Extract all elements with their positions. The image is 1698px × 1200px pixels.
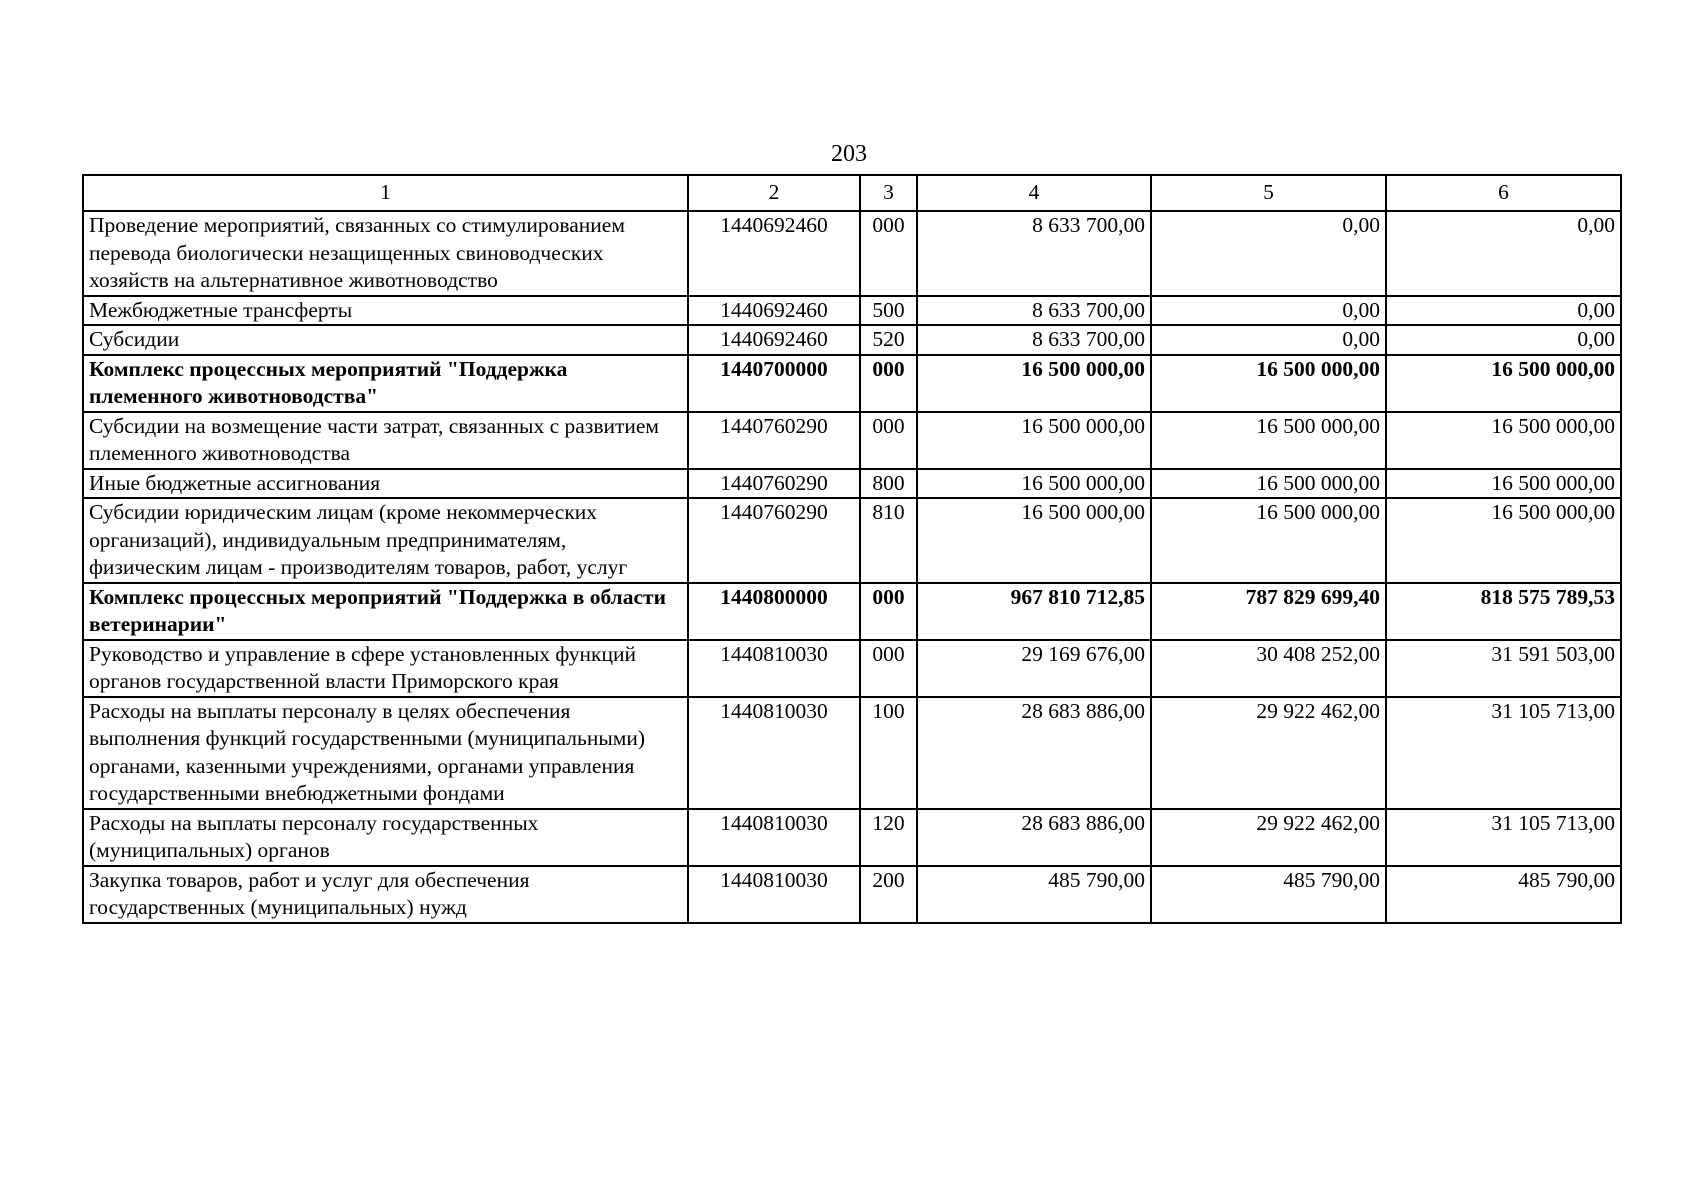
row-amount-col-5: 16 500 000,00 xyxy=(1151,355,1386,412)
row-amount-col-4: 16 500 000,00 xyxy=(917,498,1151,583)
header-col-3: 3 xyxy=(860,175,917,211)
row-amount-col-6: 16 500 000,00 xyxy=(1386,498,1621,583)
row-amount-col-5: 29 922 462,00 xyxy=(1151,697,1386,809)
row-code: 1440760290 xyxy=(688,498,860,583)
row-amount-col-6: 0,00 xyxy=(1386,211,1621,296)
row-expense-type: 000 xyxy=(860,640,917,697)
row-code: 1440692460 xyxy=(688,296,860,326)
row-expense-type: 520 xyxy=(860,325,917,355)
header-col-2: 2 xyxy=(688,175,860,211)
row-amount-col-5: 0,00 xyxy=(1151,296,1386,326)
row-amount-col-6: 0,00 xyxy=(1386,296,1621,326)
row-expense-type: 000 xyxy=(860,583,917,640)
table-row xyxy=(83,211,1621,296)
header-col-4: 4 xyxy=(917,175,1151,211)
row-code: 1440692460 xyxy=(688,325,860,355)
row-name: Иные бюджетные ассигнования xyxy=(83,469,688,499)
row-amount-col-4: 16 500 000,00 xyxy=(917,469,1151,499)
row-amount-col-4: 8 633 700,00 xyxy=(917,211,1151,296)
row-expense-type: 000 xyxy=(860,355,917,412)
budget-table xyxy=(82,174,1622,924)
row-amount-col-5: 0,00 xyxy=(1151,211,1386,296)
header-col-6: 6 xyxy=(1386,175,1621,211)
row-amount-col-4: 16 500 000,00 xyxy=(917,412,1151,469)
table-row xyxy=(83,498,1621,583)
row-name: Проведение мероприятий, связанных со стимулированием перевода биологически незащищенных свиноводческих хозяйств на альтернативное животноводство xyxy=(83,211,688,296)
row-amount-col-5: 29 922 462,00 xyxy=(1151,809,1386,866)
row-amount-col-6: 818 575 789,53 xyxy=(1386,583,1621,640)
row-expense-type: 500 xyxy=(860,296,917,326)
row-amount-col-4: 28 683 886,00 xyxy=(917,697,1151,809)
row-code: 1440760290 xyxy=(688,469,860,499)
row-code: 1440810030 xyxy=(688,809,860,866)
row-amount-col-6: 31 105 713,00 xyxy=(1386,697,1621,809)
row-name: Субсидии xyxy=(83,325,688,355)
row-expense-type: 000 xyxy=(860,412,917,469)
row-name: Межбюджетные трансферты xyxy=(83,296,688,326)
row-name: Субсидии юридическим лицам (кроме некоммерческих организаций), индивидуальным предпринимателям, физическим лицам - производителям товаров, работ, услуг xyxy=(83,498,688,583)
table-row xyxy=(83,697,1621,809)
row-expense-type: 800 xyxy=(860,469,917,499)
row-name: Комплекс процессных мероприятий "Поддержка в области ветеринарии" xyxy=(83,583,688,640)
row-amount-col-4: 8 633 700,00 xyxy=(917,325,1151,355)
row-name: Расходы на выплаты персоналу в целях обеспечения выполнения функций государственными (муниципальными) органами, казенными учреждениями, органами управления государственными внебюджетными фондами xyxy=(83,697,688,809)
row-expense-type: 200 xyxy=(860,866,917,923)
row-code: 1440692460 xyxy=(688,211,860,296)
row-amount-col-5: 30 408 252,00 xyxy=(1151,640,1386,697)
header-col-1: 1 xyxy=(83,175,688,211)
row-amount-col-6: 16 500 000,00 xyxy=(1386,412,1621,469)
table-row xyxy=(83,469,1621,499)
row-amount-col-4: 485 790,00 xyxy=(917,866,1151,923)
header-row xyxy=(83,175,1621,211)
row-code: 1440700000 xyxy=(688,355,860,412)
row-expense-type: 810 xyxy=(860,498,917,583)
row-amount-col-5: 16 500 000,00 xyxy=(1151,469,1386,499)
row-name: Руководство и управление в сфере установленных функций органов государственной власти Приморского края xyxy=(83,640,688,697)
table-row xyxy=(83,583,1621,640)
row-amount-col-5: 16 500 000,00 xyxy=(1151,498,1386,583)
row-amount-col-4: 16 500 000,00 xyxy=(917,355,1151,412)
table-row xyxy=(83,412,1621,469)
row-code: 1440760290 xyxy=(688,412,860,469)
row-amount-col-6: 0,00 xyxy=(1386,325,1621,355)
table-row xyxy=(83,296,1621,326)
row-amount-col-5: 787 829 699,40 xyxy=(1151,583,1386,640)
row-expense-type: 000 xyxy=(860,211,917,296)
row-code: 1440810030 xyxy=(688,866,860,923)
row-amount-col-5: 485 790,00 xyxy=(1151,866,1386,923)
row-code: 1440810030 xyxy=(688,697,860,809)
row-expense-type: 100 xyxy=(860,697,917,809)
row-amount-col-5: 16 500 000,00 xyxy=(1151,412,1386,469)
table-row xyxy=(83,325,1621,355)
row-code: 1440810030 xyxy=(688,640,860,697)
table-row xyxy=(83,866,1621,923)
row-name: Закупка товаров, работ и услуг для обеспечения государственных (муниципальных) нужд xyxy=(83,866,688,923)
row-name: Расходы на выплаты персоналу государственных (муниципальных) органов xyxy=(83,809,688,866)
row-amount-col-6: 31 591 503,00 xyxy=(1386,640,1621,697)
row-amount-col-6: 31 105 713,00 xyxy=(1386,809,1621,866)
row-amount-col-6: 485 790,00 xyxy=(1386,866,1621,923)
row-amount-col-4: 967 810 712,85 xyxy=(917,583,1151,640)
row-expense-type: 120 xyxy=(860,809,917,866)
table-row xyxy=(83,355,1621,412)
row-name: Субсидии на возмещение части затрат, связанных с развитием племенного животноводства xyxy=(83,412,688,469)
table-row xyxy=(83,640,1621,697)
table-row xyxy=(83,809,1621,866)
row-amount-col-4: 28 683 886,00 xyxy=(917,809,1151,866)
header-col-5: 5 xyxy=(1151,175,1386,211)
row-amount-col-5: 0,00 xyxy=(1151,325,1386,355)
row-name: Комплекс процессных мероприятий "Поддержка племенного животноводства" xyxy=(83,355,688,412)
row-code: 1440800000 xyxy=(688,583,860,640)
row-amount-col-4: 8 633 700,00 xyxy=(917,296,1151,326)
page-number: 203 xyxy=(831,141,867,167)
row-amount-col-4: 29 169 676,00 xyxy=(917,640,1151,697)
row-amount-col-6: 16 500 000,00 xyxy=(1386,355,1621,412)
row-amount-col-6: 16 500 000,00 xyxy=(1386,469,1621,499)
